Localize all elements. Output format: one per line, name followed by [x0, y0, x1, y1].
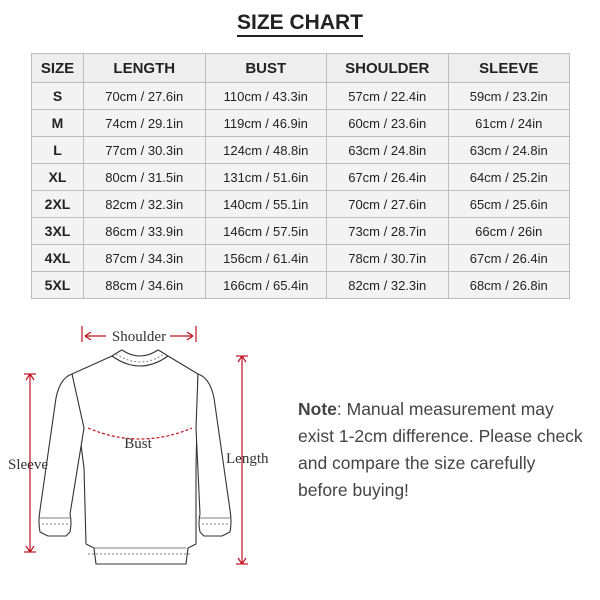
- header-size: SIZE: [32, 54, 84, 83]
- measurement-note: [298, 396, 588, 504]
- table-header-row: [32, 54, 570, 83]
- sleeve-cell: 61cm / 24in: [448, 110, 570, 137]
- shoulder-cell: 82cm / 32.3in: [327, 272, 449, 299]
- sleeve-cell: 63cm / 24.8in: [448, 137, 570, 164]
- length-cell: 70cm / 27.6in: [84, 83, 206, 110]
- sleeve-cell: 64cm / 25.2in: [448, 164, 570, 191]
- size-cell: 2XL: [32, 191, 84, 218]
- table-row: [32, 110, 570, 137]
- size-cell: 5XL: [32, 272, 84, 299]
- shoulder-label: Shoulder: [111, 329, 167, 345]
- table-row: [32, 191, 570, 218]
- size-chart-table: [31, 53, 570, 299]
- shoulder-cell: 70cm / 27.6in: [327, 191, 449, 218]
- table-row: [32, 218, 570, 245]
- bust-label: Bust: [124, 436, 152, 452]
- table-row: [32, 83, 570, 110]
- bust-cell: 131cm / 51.6in: [205, 164, 327, 191]
- length-cell: 86cm / 33.9in: [84, 218, 206, 245]
- bust-cell: 156cm / 61.4in: [205, 245, 327, 272]
- note-label: Note: [298, 399, 337, 419]
- table-row: [32, 164, 570, 191]
- sleeve-cell: 66cm / 26in: [448, 218, 570, 245]
- shoulder-cell: 73cm / 28.7in: [327, 218, 449, 245]
- table-row: [32, 137, 570, 164]
- header-sleeve: SLEEVE: [448, 54, 570, 83]
- header-shoulder: SHOULDER: [327, 54, 449, 83]
- length-cell: 82cm / 32.3in: [84, 191, 206, 218]
- size-cell: S: [32, 83, 84, 110]
- length-cell: 88cm / 34.6in: [84, 272, 206, 299]
- shoulder-cell: 67cm / 26.4in: [327, 164, 449, 191]
- bust-cell: 166cm / 65.4in: [205, 272, 327, 299]
- header-bust: BUST: [205, 54, 327, 83]
- left-sleeve: [39, 374, 84, 536]
- bust-cell: 119cm / 46.9in: [205, 110, 327, 137]
- sleeve-cell: 67cm / 26.4in: [448, 245, 570, 272]
- bust-cell: 140cm / 55.1in: [205, 191, 327, 218]
- bust-cell: 146cm / 57.5in: [205, 218, 327, 245]
- table-row: [32, 272, 570, 299]
- bust-cell: 110cm / 43.3in: [205, 83, 327, 110]
- table-row: [32, 245, 570, 272]
- note-text: : Manual measurement may exist 1-2cm difference. Please check and compare the size carefully before buying!: [298, 399, 583, 500]
- length-cell: 80cm / 31.5in: [84, 164, 206, 191]
- size-cell: XL: [32, 164, 84, 191]
- sleeve-cell: 65cm / 25.6in: [448, 191, 570, 218]
- size-cell: M: [32, 110, 84, 137]
- length-cell: 87cm / 34.3in: [84, 245, 206, 272]
- bust-cell: 124cm / 48.8in: [205, 137, 327, 164]
- shoulder-cell: 63cm / 24.8in: [327, 137, 449, 164]
- sleeve-cell: 68cm / 26.8in: [448, 272, 570, 299]
- size-cell: 3XL: [32, 218, 84, 245]
- shoulder-cell: 57cm / 22.4in: [327, 83, 449, 110]
- sleeve-cell: 59cm / 23.2in: [448, 83, 570, 110]
- length-cell: 77cm / 30.3in: [84, 137, 206, 164]
- size-chart-title: SIZE CHART: [0, 11, 600, 35]
- size-cell: L: [32, 137, 84, 164]
- sweatshirt-body: [72, 356, 198, 564]
- shoulder-cell: 78cm / 30.7in: [327, 245, 449, 272]
- length-label: Length: [226, 451, 269, 467]
- sweatshirt-diagram: [0, 318, 290, 600]
- header-length: LENGTH: [84, 54, 206, 83]
- size-cell: 4XL: [32, 245, 84, 272]
- length-cell: 74cm / 29.1in: [84, 110, 206, 137]
- sleeve-label: Sleeve: [8, 457, 48, 473]
- shoulder-cell: 60cm / 23.6in: [327, 110, 449, 137]
